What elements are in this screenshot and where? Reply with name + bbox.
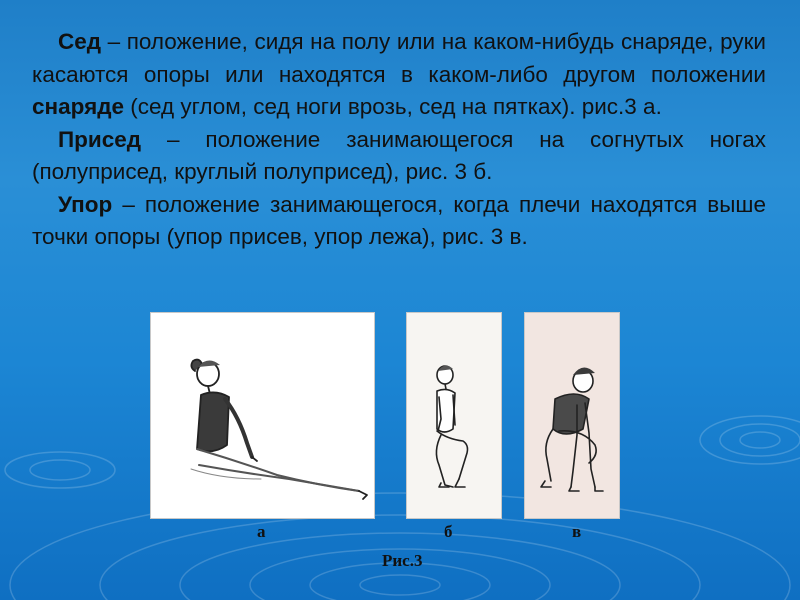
paragraph-upor	[32, 189, 766, 254]
term-snaryade: снаряде	[32, 94, 124, 119]
sed-text-part1: – положение, сидя на полу или на каком-нибудь снаряде, руки касаются опоры или находятся в каком-либо другом положении	[32, 29, 766, 87]
figure-a-seated	[150, 312, 375, 519]
figure-b-squat	[406, 312, 502, 519]
paragraph-sed	[32, 26, 766, 124]
sed-text-part2: (сед углом, сед ноги врозь, сед на пятках). рис.3 а.	[124, 94, 662, 119]
upor-text: – положение занимающегося, когда плечи находятся выше точки опоры (упор присев, упор лежа), рис. 3 в.	[32, 191, 766, 249]
figure-caption: Рис.3	[382, 551, 423, 570]
figure-b-label: б	[444, 522, 453, 541]
definitions-text	[32, 26, 766, 254]
term-upor: Упор	[58, 191, 113, 217]
figure-c-support	[524, 312, 620, 519]
figure-c-label: в	[572, 522, 582, 541]
paragraph-prised	[32, 124, 766, 189]
figure-a-label: а	[257, 522, 266, 541]
term-prised: Присед	[58, 126, 142, 152]
prised-text: – положение занимающегося на согнутых ногах (полуприсед, круглый полуприсед), рис. 3 б.	[32, 126, 766, 184]
term-sed: Сед	[58, 29, 102, 54]
